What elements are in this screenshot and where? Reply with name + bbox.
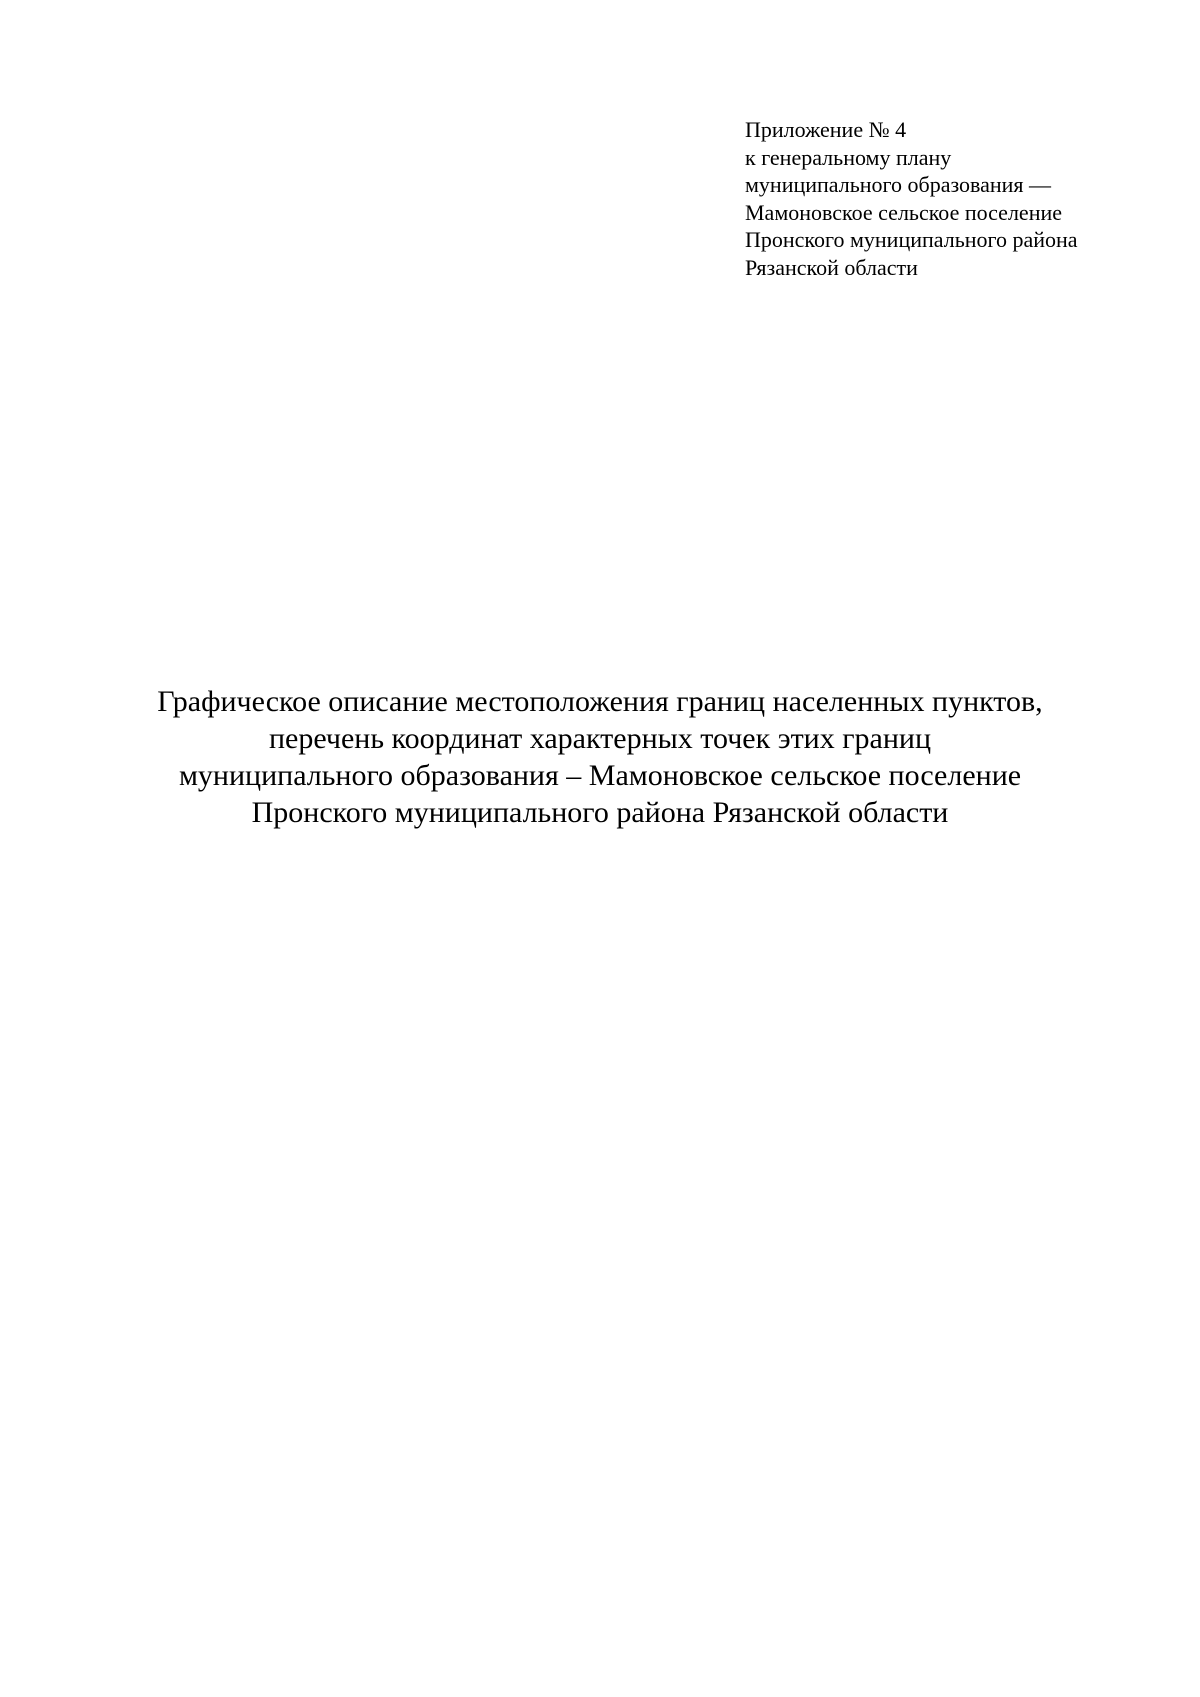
title-line-1: Графическое описание местоположения границ населенных пунктов, <box>157 685 1043 718</box>
annex-line-reference: к генеральному плану <box>745 144 952 170</box>
annex-line-district: Пронского муниципального района <box>745 227 1078 252</box>
annex-line-number: Приложение № 4 <box>745 117 907 142</box>
title-line-4: Пронского муниципального района Рязанской области <box>251 796 949 829</box>
annex-line-municipality: муниципального образования — <box>745 172 1052 197</box>
annex-header <box>745 116 1165 281</box>
title-line-2: перечень координат характерных точек этих границ <box>268 722 932 755</box>
document-title <box>100 683 1100 831</box>
title-line-3: муниципального образования – Мамоновское сельское поселение <box>178 759 1022 792</box>
annex-line-region: Рязанской области <box>745 254 918 280</box>
annex-line-settlement: Мамоновское сельское поселение <box>745 199 1063 225</box>
